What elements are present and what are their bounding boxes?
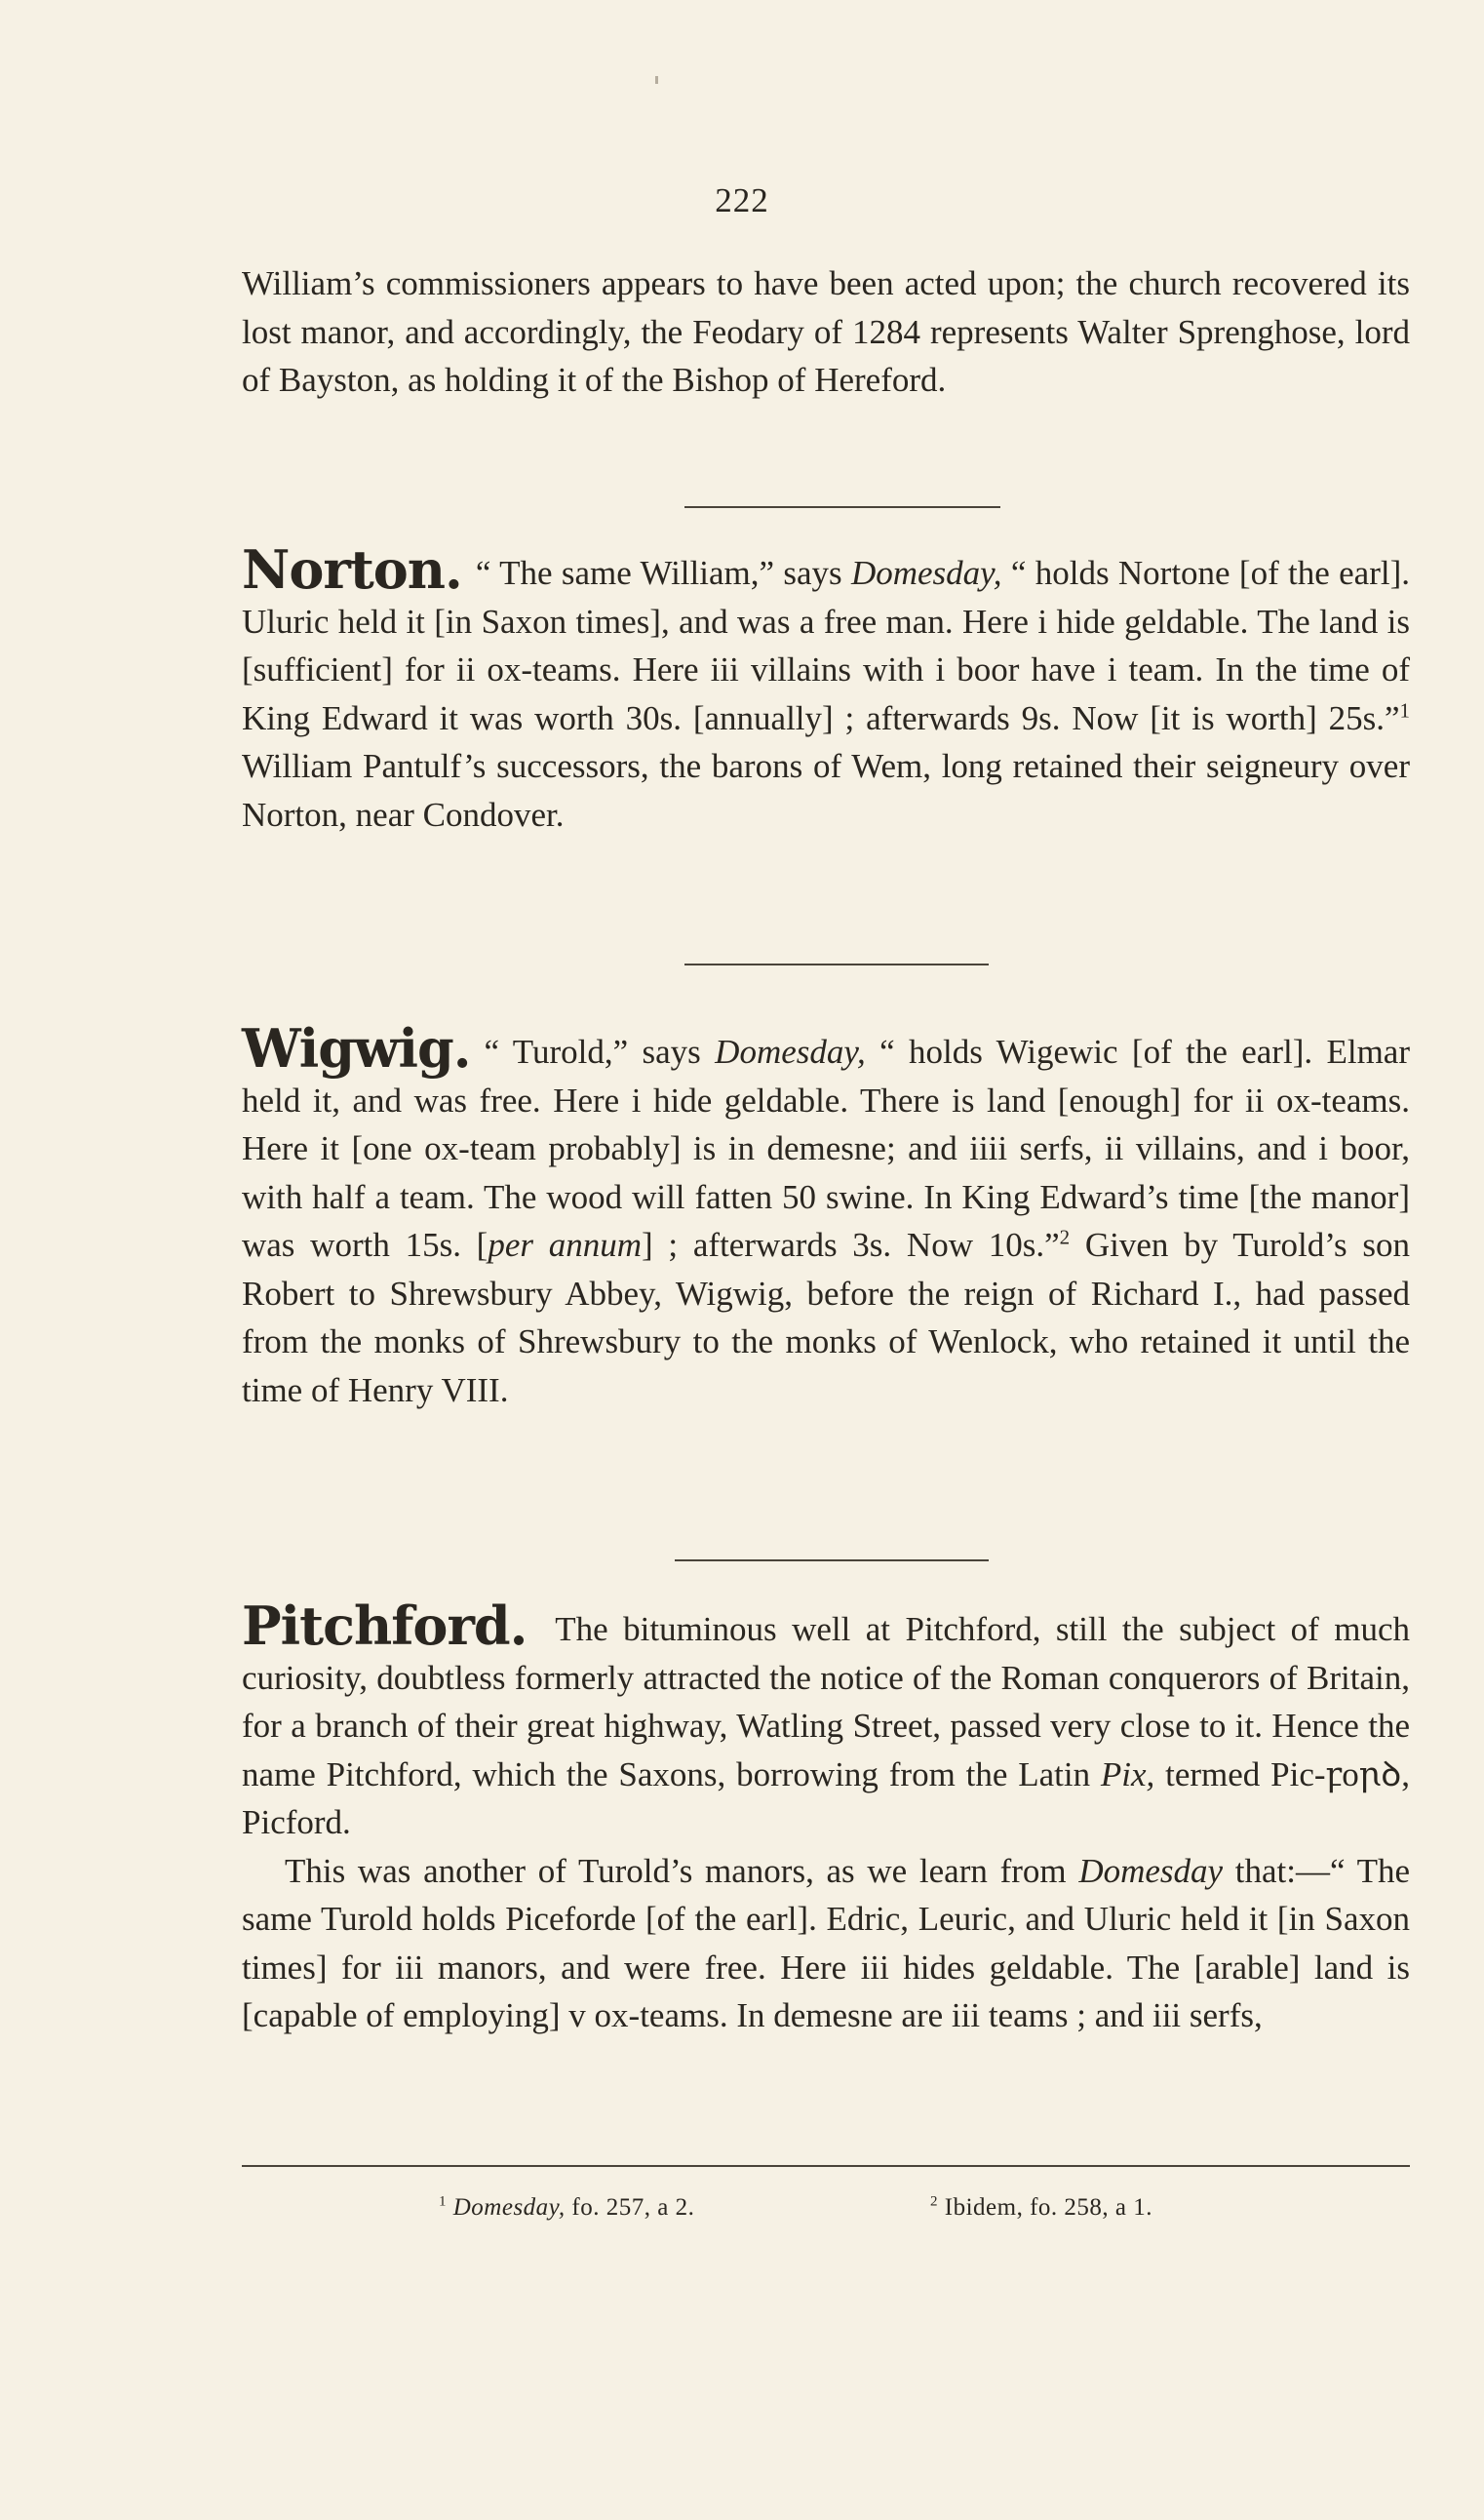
section-wigwig	[242, 1017, 1410, 1414]
footnote-divider	[242, 2165, 1410, 2167]
norton-paragraph: Norton. “ The same William,” says Domesday, “ holds Nortone [of the earl]. Uluric held it [in Saxon times], and was a free man. Here i hide geldable. The land is [sufficient] for ii ox-teams. Here iii villains with i boor have i team. In the time of King Edward it was worth 30s. [annually] ; afterwards 9s. Now [it is worth] 25s.”$^1$ William Pantulf’s successors, the barons of Wem, long retained their seigneury over Norton, near Condover.	[242, 538, 1411, 834]
section-norton	[242, 538, 1411, 839]
footnote-ref: 1	[1399, 697, 1410, 722]
ink-speck	[655, 76, 658, 84]
section-pitchford	[242, 1595, 1410, 2040]
footnote-2: $^2$ Ibidem, fo. 258, a 1.	[930, 2193, 1152, 2221]
pitchford-paragraph-2: This was another of Turold’s manors, as we learn from Domesday that:—“ The same Turold holds Piceforde [of the earl]. Edric, Leuric, and Uluric held it [in Saxon times] for iii manors, and were free. Here iii hides geldable. The [arable] land is [capable of employing] v ox-teams. In demesne are iii teams ; and iii serfs,	[242, 1851, 1410, 2034]
section-divider	[675, 1559, 989, 1561]
section-divider	[684, 506, 1000, 508]
pitchford-heading: Pitchford.	[242, 1595, 527, 1657]
wigwig-paragraph: Wigwig. “ Turold,” says Domesday, “ holds Wigewic [of the earl]. Elmar held it, and was free. Here i hide geldable. There is land [enough] for ii ox-teams. Here it [one ox-team probably] is in demesne; and iiii serfs, ii villains, and i boor, with half a team. The wood will fatten 50 swine. In King Edward’s time [the manor] was worth 15s. [per annum] ; afterwards 3s. Now 10s.”$^2$ Given by Turold’s son Robert to Shrewsbury Abbey, Wigwig, before the reign of Richard I., had passed from the monks of Shrewsbury to the monks of Wenlock, who retained it until the time of Henry VIII.	[242, 1017, 1410, 1409]
page-number: 222	[715, 181, 769, 219]
wigwig-heading: Wigwig.	[242, 1017, 471, 1080]
norton-heading: Norton.	[242, 538, 462, 601]
opening-text: William’s commissioners appears to have been acted upon; the church recovered its lost manor, and accordingly, the Feodary of 1284 represents Walter Sprenghose, lord of Bayston, as holding it of the Bishop of Hereford.	[242, 264, 1410, 399]
footnote-ref: 2	[1059, 1225, 1071, 1249]
section-divider	[684, 964, 989, 965]
pitchford-paragraph: Pitchford. The bituminous well at Pitchford, still the subject of much curiosity, doubtless formerly attracted the notice of the Roman conquerors of Britain, for a branch of their great highway, Watling Street, passed very close to it. Hence the name Pitchford, which the Saxons, borrowing from the Latin Pix, termed Pic-ꝼoꞃꝺ, Picford.	[242, 1595, 1410, 1841]
opening-paragraph	[242, 259, 1410, 405]
footnote-1: $^1$ Domesday, fo. 257, a 2.	[439, 2193, 695, 2221]
